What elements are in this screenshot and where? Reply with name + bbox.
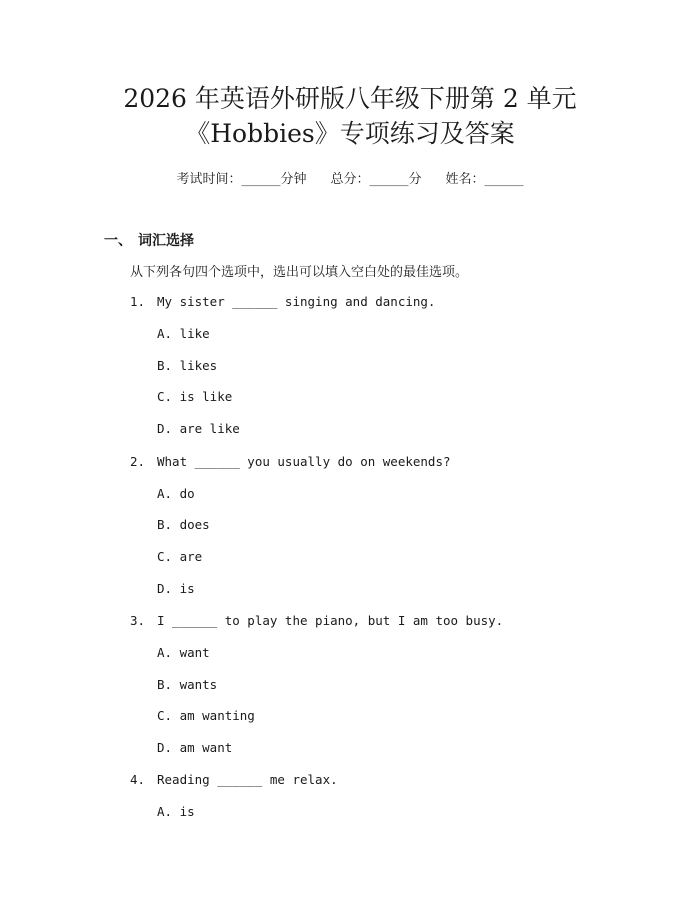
section-instruction: 从下列各句四个选项中，选出可以填入空白处的最佳选项。 bbox=[130, 265, 469, 280]
total-score-field: 总分：______分 bbox=[330, 172, 422, 187]
option-text: C. am wanting bbox=[157, 708, 255, 723]
question-text: My sister ______ singing and dancing. bbox=[157, 294, 436, 309]
exam-info-row bbox=[0, 168, 700, 187]
option-text: A. want bbox=[157, 645, 210, 660]
question-number: 1. bbox=[130, 294, 146, 309]
section-number: 一、 bbox=[104, 233, 132, 249]
question-text: Reading ______ me relax. bbox=[157, 772, 338, 787]
option-text: D. am want bbox=[157, 740, 233, 755]
option-text: D. is bbox=[157, 581, 195, 596]
option-text: B. does bbox=[157, 517, 210, 532]
student-name-field: 姓名：______ bbox=[445, 172, 524, 187]
option-text: B. likes bbox=[157, 358, 218, 373]
question-number: 2. bbox=[130, 454, 146, 469]
exam-time-field: 考试时间：______分钟 bbox=[176, 172, 307, 187]
question-text: What ______ you usually do on weekends? bbox=[157, 454, 451, 469]
option-text: A. is bbox=[157, 804, 195, 819]
option-text: B. wants bbox=[157, 677, 218, 692]
question-number: 4. bbox=[130, 772, 146, 787]
option-text: C. is like bbox=[157, 389, 233, 404]
section-title: 词汇选择 bbox=[138, 233, 194, 249]
question-text: I ______ to play the piano, but I am too busy. bbox=[157, 613, 504, 628]
option-text: A. like bbox=[157, 326, 210, 341]
option-text: D. are like bbox=[157, 421, 240, 436]
option-text: C. are bbox=[157, 549, 203, 564]
document-title-line-2: 《Hobbies》专项练习及答案 bbox=[185, 119, 515, 148]
document-title-line-1: 2026 年英语外研版八年级下册第 2 单元 bbox=[123, 84, 577, 113]
option-text: A. do bbox=[157, 486, 195, 501]
section-heading bbox=[104, 230, 194, 250]
question-number: 3. bbox=[130, 613, 146, 628]
